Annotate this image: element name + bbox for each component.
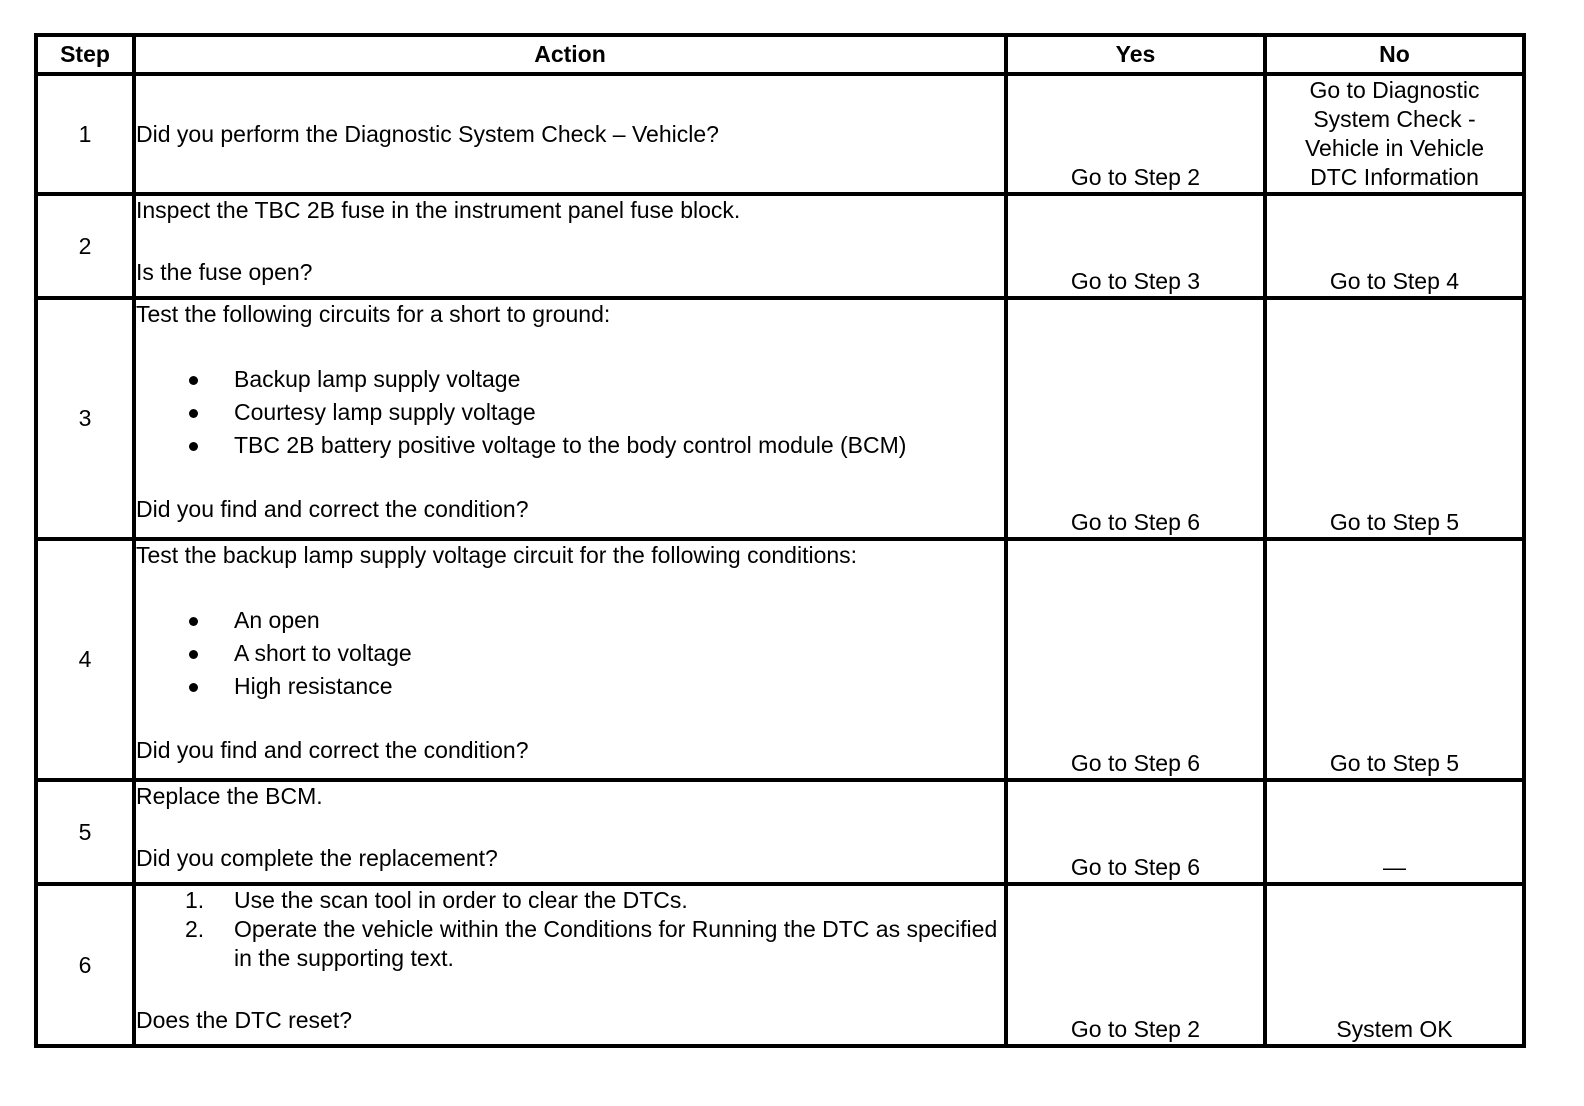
action-intro: Replace the BCM.	[136, 783, 323, 809]
step-number: 3	[36, 298, 134, 539]
no-cell: Go to Step 4	[1265, 194, 1524, 298]
action-cell	[134, 298, 1006, 539]
action-intro: Test the following circuits for a short to ground:	[136, 301, 611, 327]
numbered-list	[136, 886, 1004, 973]
table-row	[36, 194, 1524, 298]
table-row	[36, 884, 1524, 1046]
action-question: Did you find and correct the condition?	[136, 496, 529, 522]
list-item: An open	[136, 604, 1004, 637]
action-intro: Inspect the TBC 2B fuse in the instrument panel fuse block.	[136, 197, 741, 223]
list-item: High resistance	[136, 670, 1004, 703]
header-no: No	[1265, 35, 1524, 74]
no-cell: —	[1265, 780, 1524, 884]
list-number: 2.	[185, 916, 205, 942]
list-text: Use the scan tool in order to clear the DTCs.	[234, 887, 688, 913]
no-cell: Go to Step 5	[1265, 539, 1524, 780]
action-question: Did you complete the replacement?	[136, 845, 498, 871]
action-question: Did you find and correct the condition?	[136, 737, 529, 763]
list-number: 1.	[185, 887, 205, 913]
header-row	[36, 35, 1524, 74]
table-row	[36, 74, 1524, 194]
yes-cell: Go to Step 3	[1006, 194, 1265, 298]
list-item: TBC 2B battery positive voltage to the body control module (BCM)	[136, 429, 1004, 462]
action-text: Did you perform the Diagnostic System Check – Vehicle?	[136, 120, 719, 147]
table-row	[36, 298, 1524, 539]
yes-cell: Go to Step 6	[1006, 298, 1265, 539]
no-line: DTC Information	[1310, 164, 1479, 190]
action-cell	[134, 780, 1006, 884]
no-line: System Check -	[1313, 106, 1476, 132]
header-yes: Yes	[1006, 35, 1265, 74]
action-cell	[134, 884, 1006, 1046]
action-cell	[134, 74, 1006, 194]
yes-cell: Go to Step 2	[1006, 884, 1265, 1046]
step-number: 6	[36, 884, 134, 1046]
list-text: Operate the vehicle within the Conditions for Running the DTC as specified in the supporting text.	[234, 916, 998, 971]
step-number: 5	[36, 780, 134, 884]
list-item: Courtesy lamp supply voltage	[136, 396, 1004, 429]
header-action: Action	[134, 35, 1006, 74]
no-cell: Go to Step 5	[1265, 298, 1524, 539]
table-row	[36, 539, 1524, 780]
bullet-list	[136, 363, 1004, 462]
diagnostic-table	[34, 33, 1526, 1048]
action-question: Does the DTC reset?	[136, 1007, 353, 1033]
no-cell: System OK	[1265, 884, 1524, 1046]
yes-cell: Go to Step 2	[1006, 74, 1265, 194]
action-question: Is the fuse open?	[136, 259, 313, 285]
list-item: Backup lamp supply voltage	[136, 363, 1004, 396]
header-step: Step	[36, 35, 134, 74]
step-number: 1	[36, 74, 134, 194]
no-line: Vehicle in Vehicle	[1304, 135, 1484, 161]
bullet-list	[136, 604, 1004, 703]
list-item	[136, 886, 1004, 915]
no-line: Go to Diagnostic	[1309, 77, 1480, 103]
step-number: 4	[36, 539, 134, 780]
list-item	[136, 915, 1004, 973]
no-cell	[1265, 74, 1524, 194]
list-item: A short to voltage	[136, 637, 1004, 670]
action-intro: Test the backup lamp supply voltage circuit for the following conditions:	[136, 542, 858, 568]
yes-cell: Go to Step 6	[1006, 780, 1265, 884]
step-number: 2	[36, 194, 134, 298]
yes-cell: Go to Step 6	[1006, 539, 1265, 780]
action-cell	[134, 194, 1006, 298]
action-cell	[134, 539, 1006, 780]
table-row	[36, 780, 1524, 884]
